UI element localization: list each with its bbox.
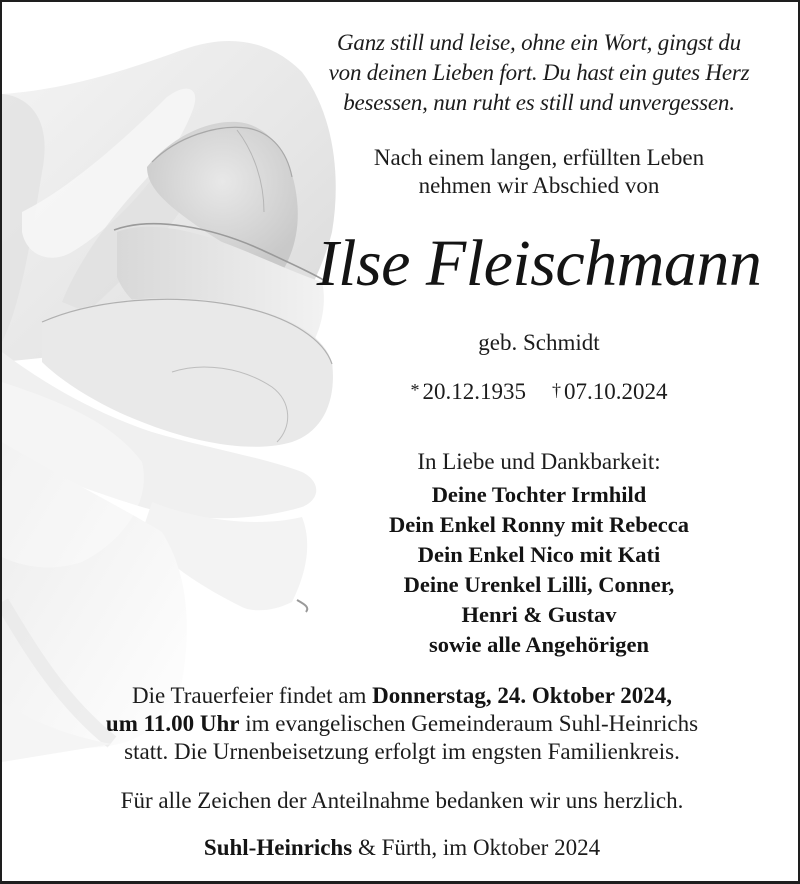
deceased-name: Ilse Fleischmann: [316, 227, 762, 300]
intro-line: Nach einem langen, erfüllten Leben: [373, 145, 705, 170]
maiden-name: geb. Schmidt: [478, 330, 600, 355]
mourners-list: [302, 480, 776, 660]
memorial-poem: [302, 28, 776, 118]
poem-line: besessen, nun ruht es still und unvergessen.: [343, 90, 735, 115]
death-date: 07.10.2024: [564, 379, 668, 404]
ceremony-location: im evangelischen Gemeinderaum Suhl-Heinrichs: [239, 711, 699, 736]
ceremony-date: Donnerstag, 24. Oktober 2024,: [372, 683, 672, 708]
poem-line: Ganz still und leise, ohne ein Wort, gingst du: [337, 30, 741, 55]
death-cross-icon: †: [552, 380, 561, 400]
mourner-line: Deine Tochter Irmhild: [431, 482, 647, 507]
ceremony-line-1: [4, 682, 800, 710]
poem-line: von deinen Lieben fort. Du hast ein gutes Herz: [328, 60, 750, 85]
ceremony-details: [4, 682, 800, 766]
mourner-line: Deine Urenkel Lilli, Conner,: [403, 572, 675, 597]
intro-text: [302, 144, 776, 200]
mourner-line: sowie alle Angehörigen: [429, 632, 649, 657]
notice-content: [2, 2, 800, 884]
intro-line: nehmen wir Abschied von: [418, 173, 660, 198]
mourners-label: In Liebe und Dankbarkeit:: [417, 449, 661, 474]
ceremony-time: um 11.00 Uhr: [105, 711, 240, 736]
ceremony-line-2: [4, 710, 800, 738]
gratitude-text: Für alle Zeichen der Anteilnahme bedanken wir uns herzlich.: [120, 788, 684, 813]
signoff-place: Suhl-Heinrichs: [203, 835, 353, 860]
mourner-line: Henri & Gustav: [461, 602, 617, 627]
mourner-line: Dein Enkel Nico mit Kati: [417, 542, 661, 567]
ceremony-line-3: statt. Die Urnenbeisetzung erfolgt im engsten Familienkreis.: [124, 739, 680, 764]
birth-date: 20.12.1935: [422, 379, 526, 404]
birth-star-icon: *: [410, 380, 420, 400]
signoff: [4, 834, 800, 862]
ceremony-text: Die Trauerfeier findet am: [131, 683, 373, 708]
mourner-line: Dein Enkel Ronny mit Rebecca: [389, 512, 689, 537]
life-dates: [302, 376, 776, 406]
signoff-rest: & Fürth, im Oktober 2024: [352, 835, 601, 860]
